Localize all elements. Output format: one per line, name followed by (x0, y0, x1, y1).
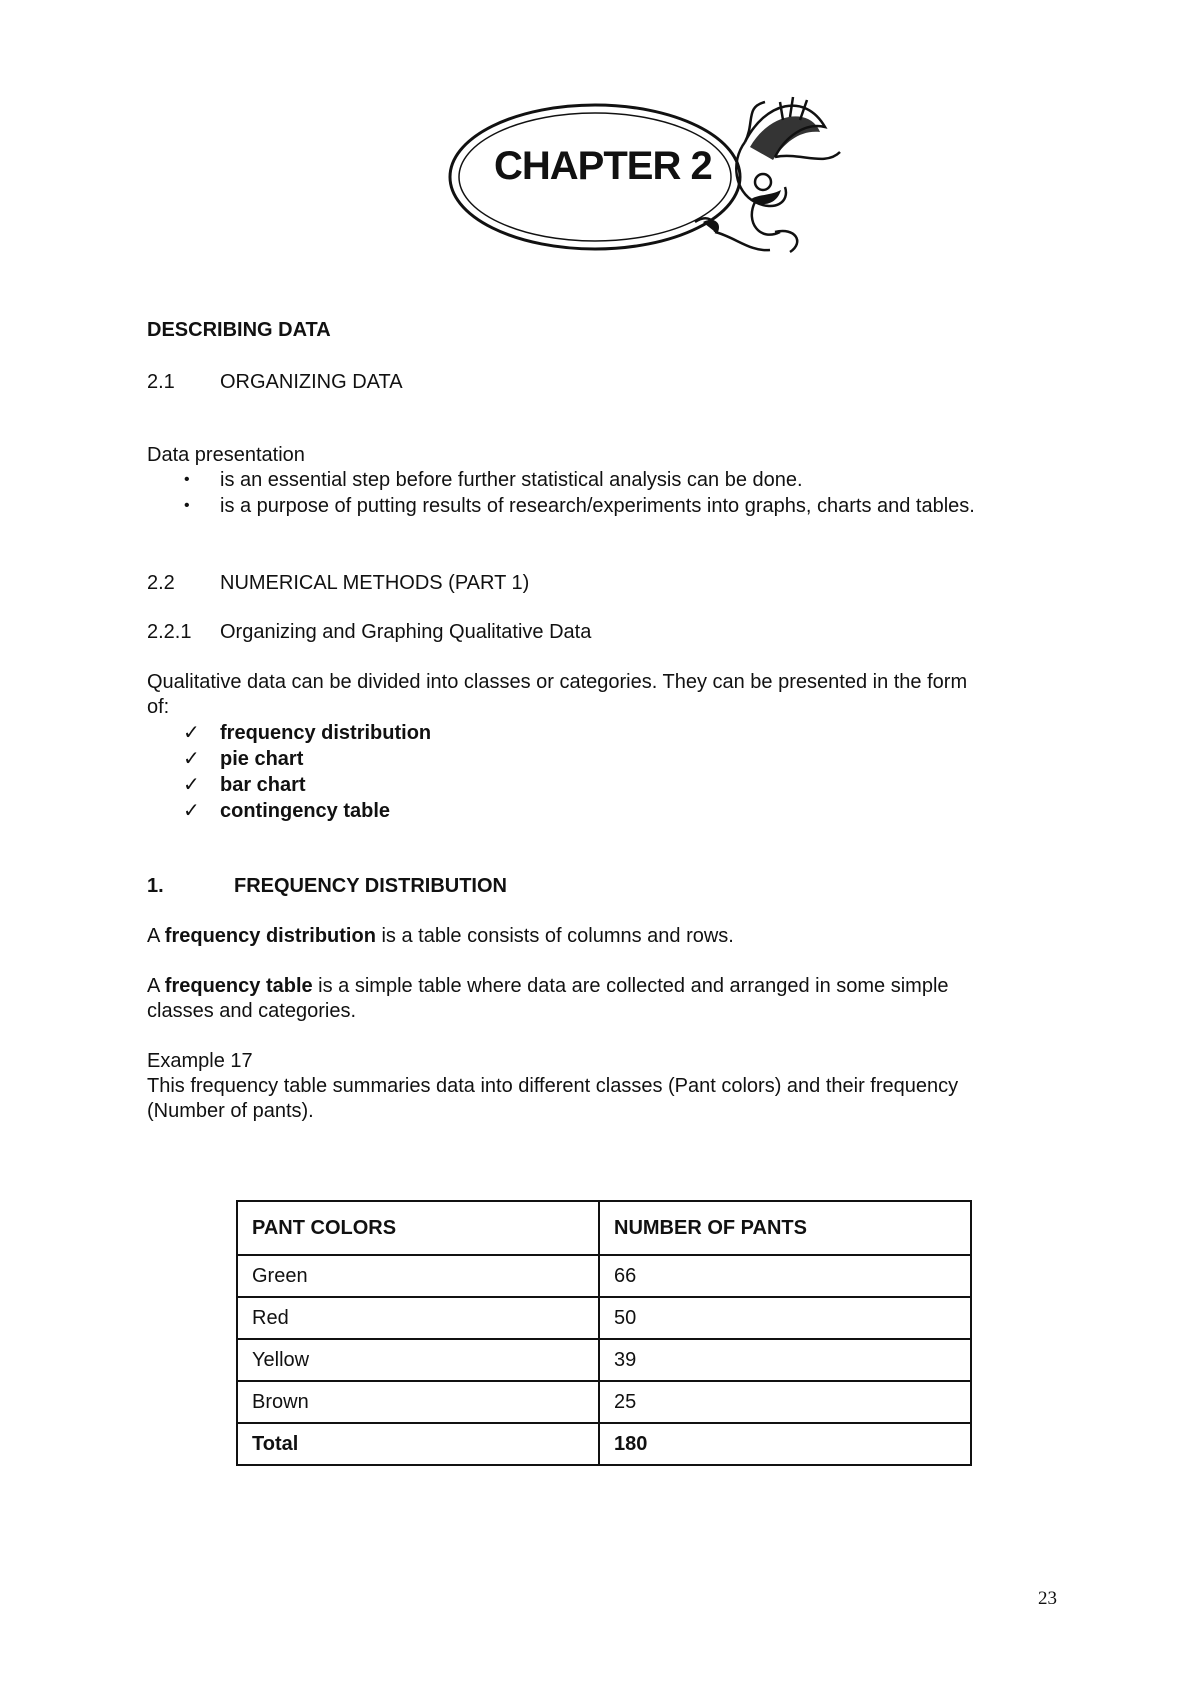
table-cell: Brown (237, 1381, 599, 1423)
list-item: ✓ pie chart (183, 748, 304, 770)
table-cell: Red (237, 1297, 599, 1339)
table-cell: Total (237, 1423, 599, 1465)
data-presentation-bullets (147, 467, 975, 519)
example-label: Example 17 (147, 1050, 253, 1072)
table-total-row (237, 1423, 971, 1465)
section-1-number: 1. (147, 875, 164, 897)
definition-frequency-table-line1: A frequency table is a simple table where data are collected and arranged in some simple (147, 975, 949, 997)
section-2-2-title: NUMERICAL METHODS (PART 1) (220, 572, 530, 594)
table-cell: 39 (599, 1339, 971, 1381)
definition-frequency-table-line2: classes and categories. (147, 1000, 357, 1022)
page-heading: DESCRIBING DATA (147, 319, 331, 341)
definition-frequency-distribution: A frequency distribution is a table consists of columns and rows. (147, 925, 734, 947)
list-item: ✓ frequency distribution (183, 722, 432, 744)
section-1-title: FREQUENCY DISTRIBUTION (234, 875, 507, 897)
checkmark-icon: ✓ (183, 800, 200, 822)
section-2-2-number: 2.2 (147, 572, 175, 594)
table-cell: Green (237, 1255, 599, 1297)
example-description-line2: (Number of pants). (147, 1100, 314, 1122)
list-item: ✓ contingency table (183, 800, 391, 822)
checkmark-icon: ✓ (183, 748, 200, 770)
table-cell: 180 (599, 1423, 971, 1465)
section-2-1-title: ORGANIZING DATA (220, 371, 403, 393)
list-item: • is an essential step before further statistical analysis can be done. (147, 467, 975, 493)
section-2-1-number: 2.1 (147, 371, 175, 393)
page-number: 23 (1038, 1588, 1057, 1609)
frequency-table (236, 1200, 972, 1466)
qualitative-intro-line2: of: (147, 696, 170, 718)
checkmark-icon: ✓ (183, 722, 200, 744)
table-row (237, 1255, 971, 1297)
qualitative-forms-list (147, 720, 431, 824)
example-description-line1: This frequency table summaries data into different classes (Pant colors) and their frequency (147, 1075, 959, 1097)
table-row (237, 1297, 971, 1339)
table-cell: 50 (599, 1297, 971, 1339)
section-2-2-1-title: Organizing and Graphing Qualitative Data (220, 621, 592, 643)
list-item: • is a purpose of putting results of research/experiments into graphs, charts and tables. (147, 493, 975, 519)
chapter-title: CHAPTER 2 (494, 144, 712, 188)
section-2-2-1-number: 2.2.1 (147, 621, 192, 643)
table-cell: 25 (599, 1381, 971, 1423)
table-cell: Yellow (237, 1339, 599, 1381)
table-header-row (237, 1201, 971, 1255)
checkmark-icon: ✓ (183, 774, 200, 796)
table-row (237, 1339, 971, 1381)
qualitative-intro-line1: Qualitative data can be divided into classes or categories. They can be presented in the form (147, 671, 968, 693)
column-header-pant-colors: PANT COLORS (237, 1201, 599, 1255)
table-cell: 66 (599, 1255, 971, 1297)
table-row (237, 1381, 971, 1423)
column-header-number-of-pants: NUMBER OF PANTS (599, 1201, 971, 1255)
data-presentation-heading: Data presentation (147, 444, 305, 466)
list-item: ✓ bar chart (183, 774, 306, 796)
